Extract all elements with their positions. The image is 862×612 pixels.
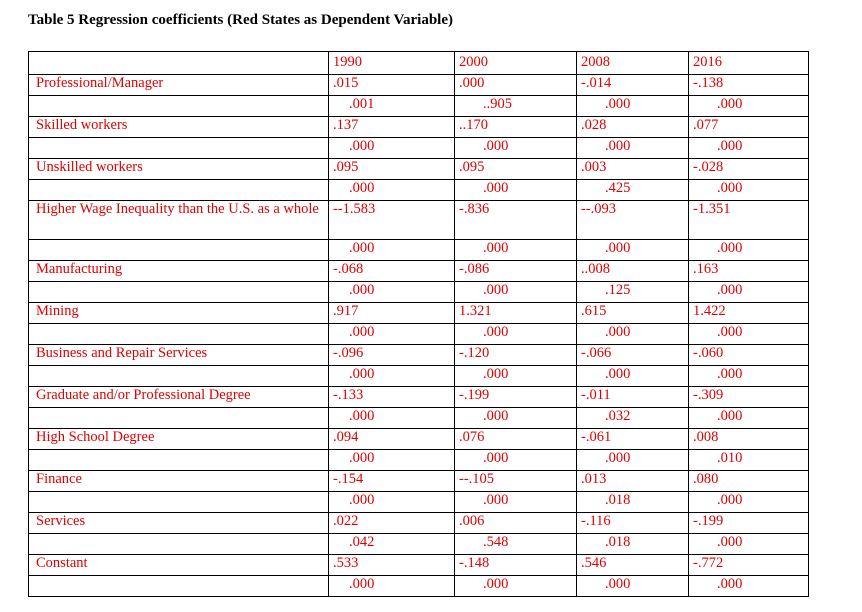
significance-cell: .000 xyxy=(455,180,577,201)
coefficient-cell: .533 xyxy=(329,555,455,576)
variable-label: Professional/Manager xyxy=(29,75,329,96)
significance-cell: .000 xyxy=(329,408,455,429)
year-header: 2016 xyxy=(689,52,809,75)
coefficient-cell: .028 xyxy=(577,117,689,138)
significance-cell: .000 xyxy=(329,240,455,261)
coefficient-cell: .013 xyxy=(577,471,689,492)
variable-label: Higher Wage Inequality than the U.S. as a whole xyxy=(29,201,329,240)
empty-label-cell xyxy=(29,180,329,201)
coefficient-cell: -.060 xyxy=(689,345,809,366)
significance-cell: .000 xyxy=(689,180,809,201)
significance-cell: .018 xyxy=(577,492,689,513)
variable-label: Finance xyxy=(29,471,329,492)
year-header: 1990 xyxy=(329,52,455,75)
empty-label-cell xyxy=(29,324,329,345)
coefficient-cell: .917 xyxy=(329,303,455,324)
coefficient-cell: -.068 xyxy=(329,261,455,282)
empty-label-cell xyxy=(29,138,329,159)
significance-row xyxy=(29,282,809,303)
significance-cell: .000 xyxy=(689,282,809,303)
coefficient-cell: -.028 xyxy=(689,159,809,180)
significance-row xyxy=(29,96,809,117)
coefficient-row xyxy=(29,387,809,408)
variable-label: Graduate and/or Professional Degree xyxy=(29,387,329,408)
coefficient-cell: -.066 xyxy=(577,345,689,366)
coefficient-cell: --.105 xyxy=(455,471,577,492)
significance-row xyxy=(29,180,809,201)
variable-label: Mining xyxy=(29,303,329,324)
empty-label-cell xyxy=(29,240,329,261)
significance-cell: .000 xyxy=(329,492,455,513)
significance-cell: .000 xyxy=(689,240,809,261)
significance-cell: .000 xyxy=(689,492,809,513)
significance-cell: .425 xyxy=(577,180,689,201)
empty-label-cell xyxy=(29,534,329,555)
significance-cell: .000 xyxy=(577,576,689,597)
variable-label: Services xyxy=(29,513,329,534)
significance-cell: .000 xyxy=(577,324,689,345)
coefficient-cell: -1.351 xyxy=(689,201,809,240)
coefficient-row xyxy=(29,555,809,576)
significance-row xyxy=(29,366,809,387)
variable-label: Skilled workers xyxy=(29,117,329,138)
coefficient-cell: -.014 xyxy=(577,75,689,96)
significance-row xyxy=(29,450,809,471)
coefficient-cell: 1.422 xyxy=(689,303,809,324)
significance-cell: .032 xyxy=(577,408,689,429)
coefficient-cell: .000 xyxy=(455,75,577,96)
coefficient-cell: ..170 xyxy=(455,117,577,138)
coefficient-cell: .003 xyxy=(577,159,689,180)
header-empty-cell xyxy=(29,52,329,75)
significance-row xyxy=(29,408,809,429)
significance-row xyxy=(29,324,809,345)
significance-cell: .000 xyxy=(455,324,577,345)
significance-cell: .000 xyxy=(577,240,689,261)
coefficient-cell: .615 xyxy=(577,303,689,324)
significance-cell: .000 xyxy=(455,450,577,471)
significance-cell: .548 xyxy=(455,534,577,555)
coefficient-cell: ..008 xyxy=(577,261,689,282)
significance-cell: .000 xyxy=(577,138,689,159)
significance-cell: .125 xyxy=(577,282,689,303)
coefficient-cell: .076 xyxy=(455,429,577,450)
regression-table xyxy=(28,51,809,597)
empty-label-cell xyxy=(29,450,329,471)
significance-cell: .000 xyxy=(455,576,577,597)
coefficient-cell: -.148 xyxy=(455,555,577,576)
empty-label-cell xyxy=(29,96,329,117)
coefficient-cell: .546 xyxy=(577,555,689,576)
significance-cell: .000 xyxy=(689,96,809,117)
coefficient-cell: -.086 xyxy=(455,261,577,282)
coefficient-cell: .008 xyxy=(689,429,809,450)
significance-cell: .000 xyxy=(329,450,455,471)
significance-row xyxy=(29,576,809,597)
table-title: Table 5 Regression coefficients (Red States as Dependent Variable) xyxy=(28,12,453,28)
significance-cell: .000 xyxy=(689,534,809,555)
significance-cell: ..905 xyxy=(455,96,577,117)
significance-cell: .010 xyxy=(689,450,809,471)
significance-cell: .000 xyxy=(455,282,577,303)
year-header: 2008 xyxy=(577,52,689,75)
variable-label: Unskilled workers xyxy=(29,159,329,180)
significance-row xyxy=(29,534,809,555)
significance-cell: .000 xyxy=(689,324,809,345)
coefficient-row xyxy=(29,159,809,180)
coefficient-cell: .006 xyxy=(455,513,577,534)
significance-cell: .000 xyxy=(689,366,809,387)
coefficient-row xyxy=(29,261,809,282)
empty-label-cell xyxy=(29,282,329,303)
coefficient-cell: .163 xyxy=(689,261,809,282)
year-header: 2000 xyxy=(455,52,577,75)
coefficient-cell: -.133 xyxy=(329,387,455,408)
coefficient-cell: .077 xyxy=(689,117,809,138)
empty-label-cell xyxy=(29,408,329,429)
coefficient-cell: .080 xyxy=(689,471,809,492)
significance-cell: .000 xyxy=(455,408,577,429)
significance-cell: .000 xyxy=(329,180,455,201)
variable-label: Business and Repair Services xyxy=(29,345,329,366)
empty-label-cell xyxy=(29,366,329,387)
coefficient-cell: 1.321 xyxy=(455,303,577,324)
significance-cell: .000 xyxy=(455,138,577,159)
coefficient-row xyxy=(29,429,809,450)
coefficient-cell: -.096 xyxy=(329,345,455,366)
header-row xyxy=(29,52,809,75)
coefficient-cell: -.061 xyxy=(577,429,689,450)
significance-cell: .000 xyxy=(329,576,455,597)
significance-cell: .000 xyxy=(689,138,809,159)
coefficient-cell: .095 xyxy=(329,159,455,180)
coefficient-cell: .095 xyxy=(455,159,577,180)
significance-cell: .000 xyxy=(329,366,455,387)
coefficient-cell: -.772 xyxy=(689,555,809,576)
coefficient-cell: -.120 xyxy=(455,345,577,366)
coefficient-cell: -.116 xyxy=(577,513,689,534)
coefficient-cell: -.011 xyxy=(577,387,689,408)
coefficient-cell: -.199 xyxy=(689,513,809,534)
significance-row xyxy=(29,138,809,159)
coefficient-cell: .015 xyxy=(329,75,455,96)
coefficient-row xyxy=(29,75,809,96)
significance-cell: .042 xyxy=(329,534,455,555)
significance-cell: .000 xyxy=(455,366,577,387)
significance-cell: .000 xyxy=(329,138,455,159)
coefficient-cell: .022 xyxy=(329,513,455,534)
significance-cell: .000 xyxy=(455,240,577,261)
significance-cell: .000 xyxy=(329,324,455,345)
coefficient-cell: --1.583 xyxy=(329,201,455,240)
significance-cell: .001 xyxy=(329,96,455,117)
significance-cell: .000 xyxy=(689,408,809,429)
coefficient-row xyxy=(29,345,809,366)
coefficient-cell: --.093 xyxy=(577,201,689,240)
coefficient-row xyxy=(29,471,809,492)
significance-cell: .000 xyxy=(577,96,689,117)
significance-cell: .000 xyxy=(689,576,809,597)
variable-label: High School Degree xyxy=(29,429,329,450)
significance-cell: .000 xyxy=(329,282,455,303)
empty-label-cell xyxy=(29,492,329,513)
coefficient-row xyxy=(29,513,809,534)
significance-cell: .000 xyxy=(577,450,689,471)
significance-row xyxy=(29,240,809,261)
coefficient-cell: -.309 xyxy=(689,387,809,408)
significance-row xyxy=(29,492,809,513)
significance-cell: .000 xyxy=(577,366,689,387)
coefficient-cell: -.138 xyxy=(689,75,809,96)
coefficient-row xyxy=(29,201,809,240)
empty-label-cell xyxy=(29,576,329,597)
significance-cell: .018 xyxy=(577,534,689,555)
coefficient-cell: .137 xyxy=(329,117,455,138)
variable-label: Manufacturing xyxy=(29,261,329,282)
variable-label: Constant xyxy=(29,555,329,576)
coefficient-cell: -.199 xyxy=(455,387,577,408)
coefficient-row xyxy=(29,117,809,138)
significance-cell: .000 xyxy=(455,492,577,513)
coefficient-cell: .094 xyxy=(329,429,455,450)
coefficient-cell: -.154 xyxy=(329,471,455,492)
coefficient-cell: -.836 xyxy=(455,201,577,240)
coefficient-row xyxy=(29,303,809,324)
